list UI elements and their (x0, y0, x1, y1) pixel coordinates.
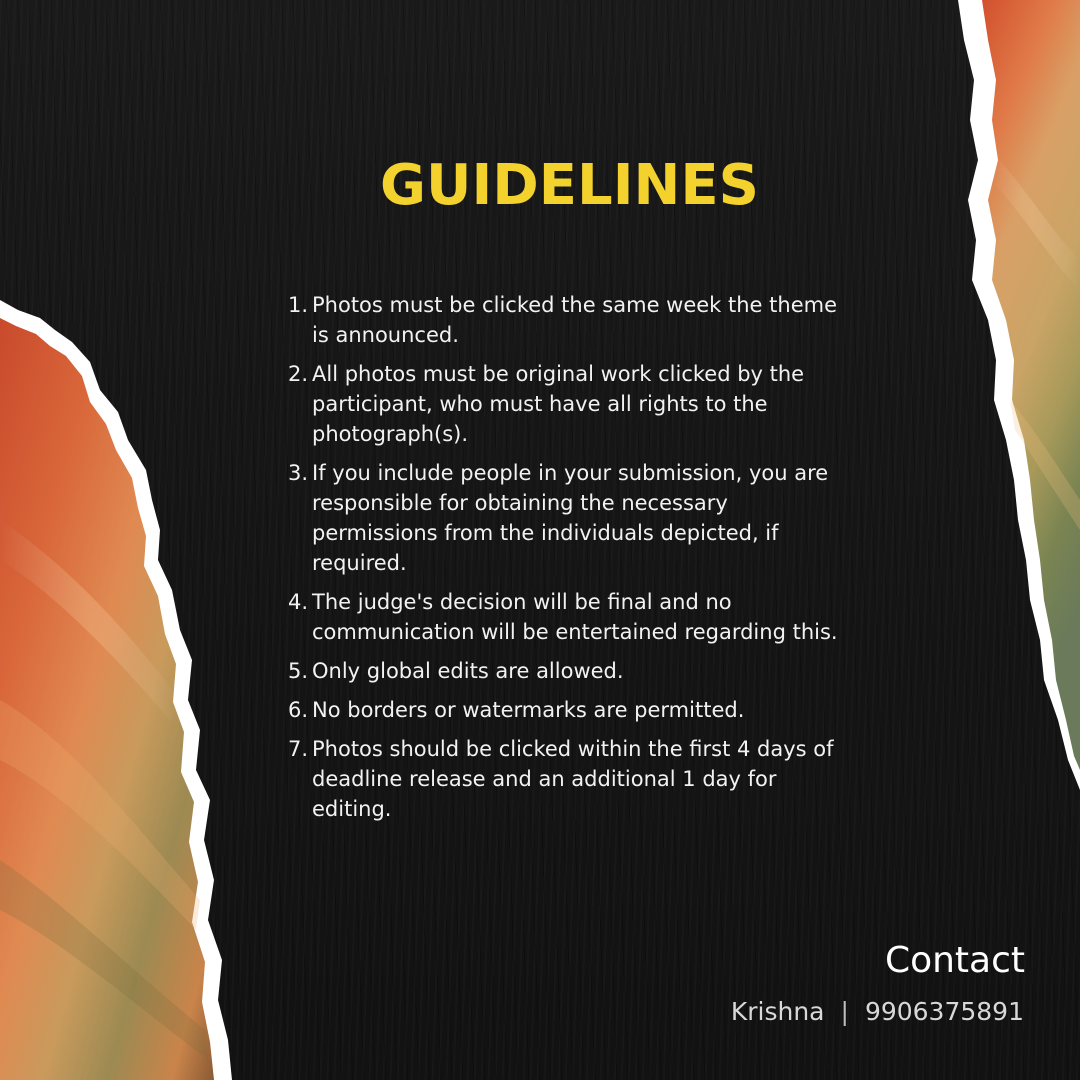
guideline-text: Photos must be clicked the same week the theme is announced. (312, 293, 837, 347)
guideline-number: 2. (287, 362, 308, 386)
contact-details (731, 996, 1024, 1028)
page-title: GUIDELINES (380, 153, 759, 218)
guideline-text: The judge's decision will be final and no communication will be entertained regarding this. (312, 590, 838, 644)
guideline-number: 7. (287, 737, 308, 761)
guideline-text: Photos should be clicked within the first 4 days of deadline release and an additional 1 day for editing. (312, 737, 834, 821)
guideline-text: All photos must be original work clicked by the participant, who must have all rights to the photograph(s). (312, 362, 805, 446)
guideline-number: 1. (287, 293, 308, 317)
guideline-number: 5. (287, 659, 308, 683)
contact-phone[interactable]: 9906375891 (864, 997, 1024, 1026)
guideline-text: No borders or watermarks are permitted. (312, 698, 745, 722)
guideline-item (281, 458, 841, 578)
guideline-number: 6. (287, 698, 308, 722)
guideline-text: If you include people in your submission, you are responsible for obtaining the necessary permissions from the individuals depicted, if required. (312, 461, 829, 575)
guideline-item (281, 734, 841, 824)
guideline-item (281, 656, 841, 686)
contact-name: Krishna (730, 997, 825, 1026)
contact-separator: | (840, 997, 849, 1026)
guideline-text: Only global edits are allowed. (312, 659, 624, 683)
guideline-number: 4. (287, 590, 308, 614)
guideline-item (281, 587, 841, 647)
guideline-item (281, 359, 841, 449)
guideline-item (281, 290, 841, 350)
guideline-item (281, 695, 841, 725)
guideline-number: 3. (287, 461, 308, 485)
contact-heading: Contact (884, 940, 1025, 981)
guidelines-list (281, 290, 841, 833)
